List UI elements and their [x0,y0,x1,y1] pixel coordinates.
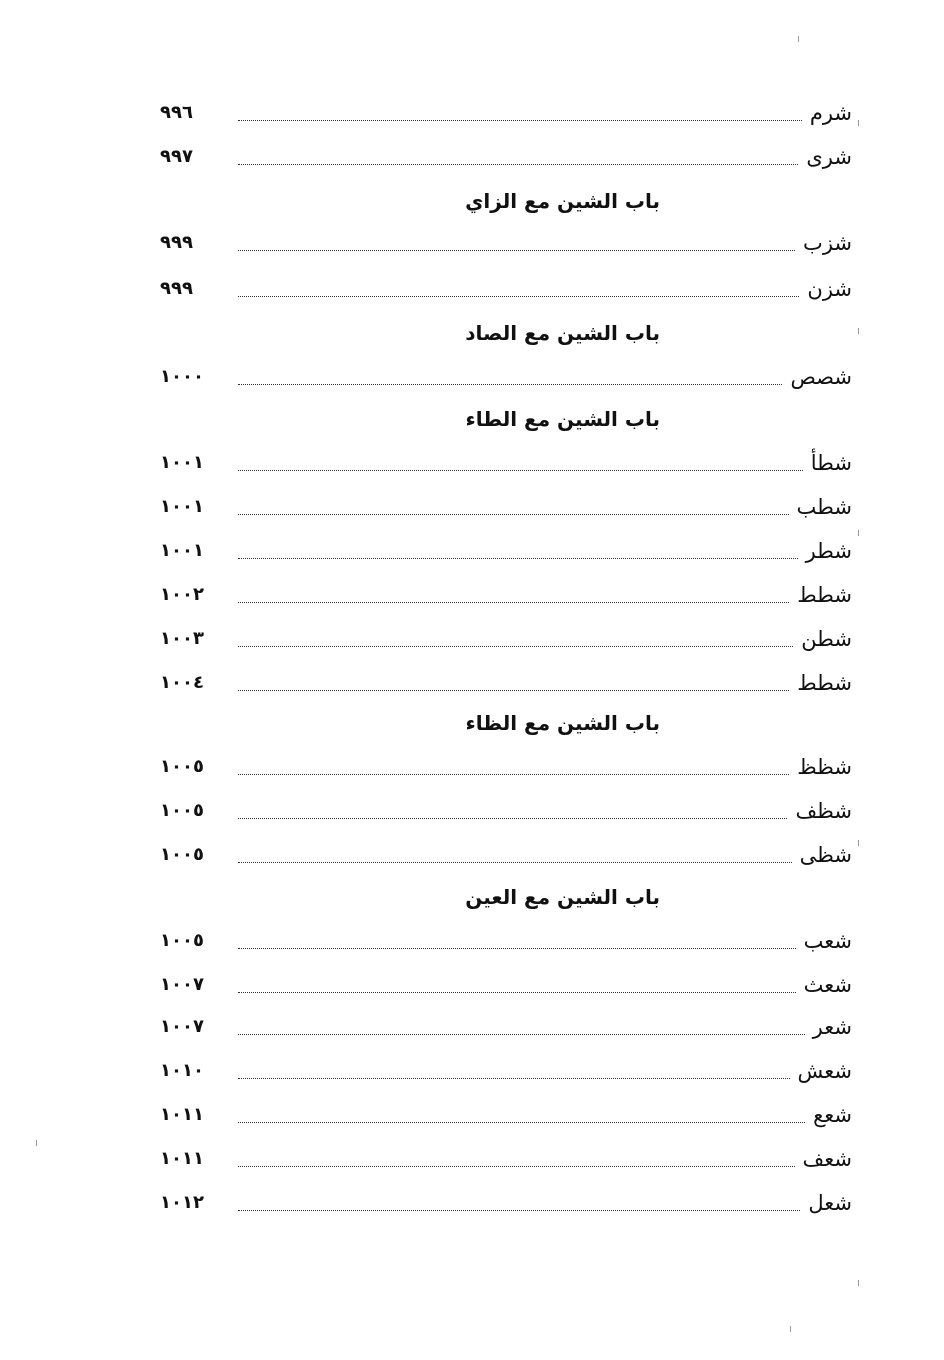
scan-speck [798,36,799,42]
dot-leader [238,862,792,863]
dot-leader [238,948,796,949]
entry-page-number: ١٠١١ [160,1148,204,1169]
scan-speck [858,328,859,334]
index-entry [160,142,852,172]
dot-leader [238,818,787,819]
entry-page-number: ١٠٠٢ [160,584,204,605]
index-entry [160,1100,852,1130]
entry-page-number: ١٠١١ [160,1104,204,1125]
scan-speck [858,1280,859,1286]
entry-word: شطط [797,583,852,607]
entry-page-number: ٩٩٩ [160,232,193,253]
index-entry [160,926,852,956]
entry-word: شعل [808,1191,852,1215]
section-heading: باب الشين مع الظاء [465,711,660,735]
entry-word: شطأ [810,451,852,475]
entry-page-number: ١٠٠٠ [160,366,204,387]
entry-word: شعع [813,1103,852,1127]
dot-leader [238,514,789,515]
entry-page-number: ١٠٠٤ [160,672,204,693]
index-entry [160,1056,852,1086]
dot-leader [238,1210,800,1211]
index-entry [160,98,852,128]
entry-word: شعب [803,929,852,953]
index-entry [160,228,852,258]
entry-word: شظظ [797,755,852,779]
entry-word: شطن [801,627,852,651]
entry-page-number: ٩٩٩ [160,278,193,299]
dot-leader [238,1034,805,1035]
entry-page-number: ١٠٠٥ [160,756,204,777]
index-entry [160,970,852,1000]
scan-speck [36,1140,37,1146]
entry-word: شزن [807,277,852,301]
index-entry [160,1144,852,1174]
section-heading: باب الشين مع الطاء [465,407,660,431]
index-entry [160,752,852,782]
dot-leader [238,164,798,165]
index-entry [160,536,852,566]
dot-leader [238,296,799,297]
entry-page-number: ١٠٠٥ [160,800,204,821]
index-entry [160,362,852,392]
entry-word: شرم [809,101,852,125]
entry-page-number: ١٠٠١ [160,452,204,473]
entry-word: شطط [797,671,852,695]
entry-word: شظى [799,843,852,867]
entry-word: شطر [805,539,852,563]
entry-page-number: ١٠٠٧ [160,1016,204,1037]
entry-page-number: ٩٩٧ [160,146,193,167]
entry-word: شصص [790,365,852,389]
entry-page-number: ١٠٠٥ [160,930,204,951]
index-entry [160,624,852,654]
entry-page-number: ١٠٠٣ [160,628,204,649]
index-entry [160,668,852,698]
dot-leader [238,992,796,993]
entry-word: شظف [795,799,852,823]
index-entry [160,492,852,522]
section-heading: باب الشين مع الزاي [465,189,660,213]
dot-leader [238,250,795,251]
dot-leader [238,774,789,775]
entry-word: شرى [806,145,852,169]
section-heading: باب الشين مع العين [465,885,660,909]
entry-word: شطب [796,495,852,519]
dot-leader [238,646,793,647]
section-heading: باب الشين مع الصاد [465,321,660,345]
dot-leader [238,120,802,121]
dot-leader [238,1122,805,1123]
entry-page-number: ١٠٠٥ [160,844,204,865]
dot-leader [238,470,803,471]
entry-word: شعر [812,1015,852,1039]
dot-leader [238,602,789,603]
index-entry [160,1012,852,1042]
entry-page-number: ١٠٠١ [160,540,204,561]
index-entry [160,1188,852,1218]
dot-leader [238,384,782,385]
scan-speck [858,840,859,846]
scan-speck [790,1326,791,1332]
entry-word: شعش [797,1059,852,1083]
index-entry [160,796,852,826]
dot-leader [238,690,789,691]
entry-word: شعث [803,973,852,997]
entry-word: شزب [803,231,852,255]
index-entry [160,274,852,304]
dot-leader [238,1078,790,1079]
entry-word: شعف [802,1147,852,1171]
index-entry [160,580,852,610]
entry-page-number: ١٠١٠ [160,1060,204,1081]
index-entry [160,448,852,478]
entry-page-number: ٩٩٦ [160,102,193,123]
scan-speck [858,530,859,536]
entry-page-number: ١٠١٢ [160,1192,204,1213]
dot-leader [238,1166,795,1167]
scan-speck [858,120,859,126]
entry-page-number: ١٠٠٧ [160,974,204,995]
entry-page-number: ١٠٠١ [160,496,204,517]
index-entry [160,840,852,870]
dot-leader [238,558,798,559]
